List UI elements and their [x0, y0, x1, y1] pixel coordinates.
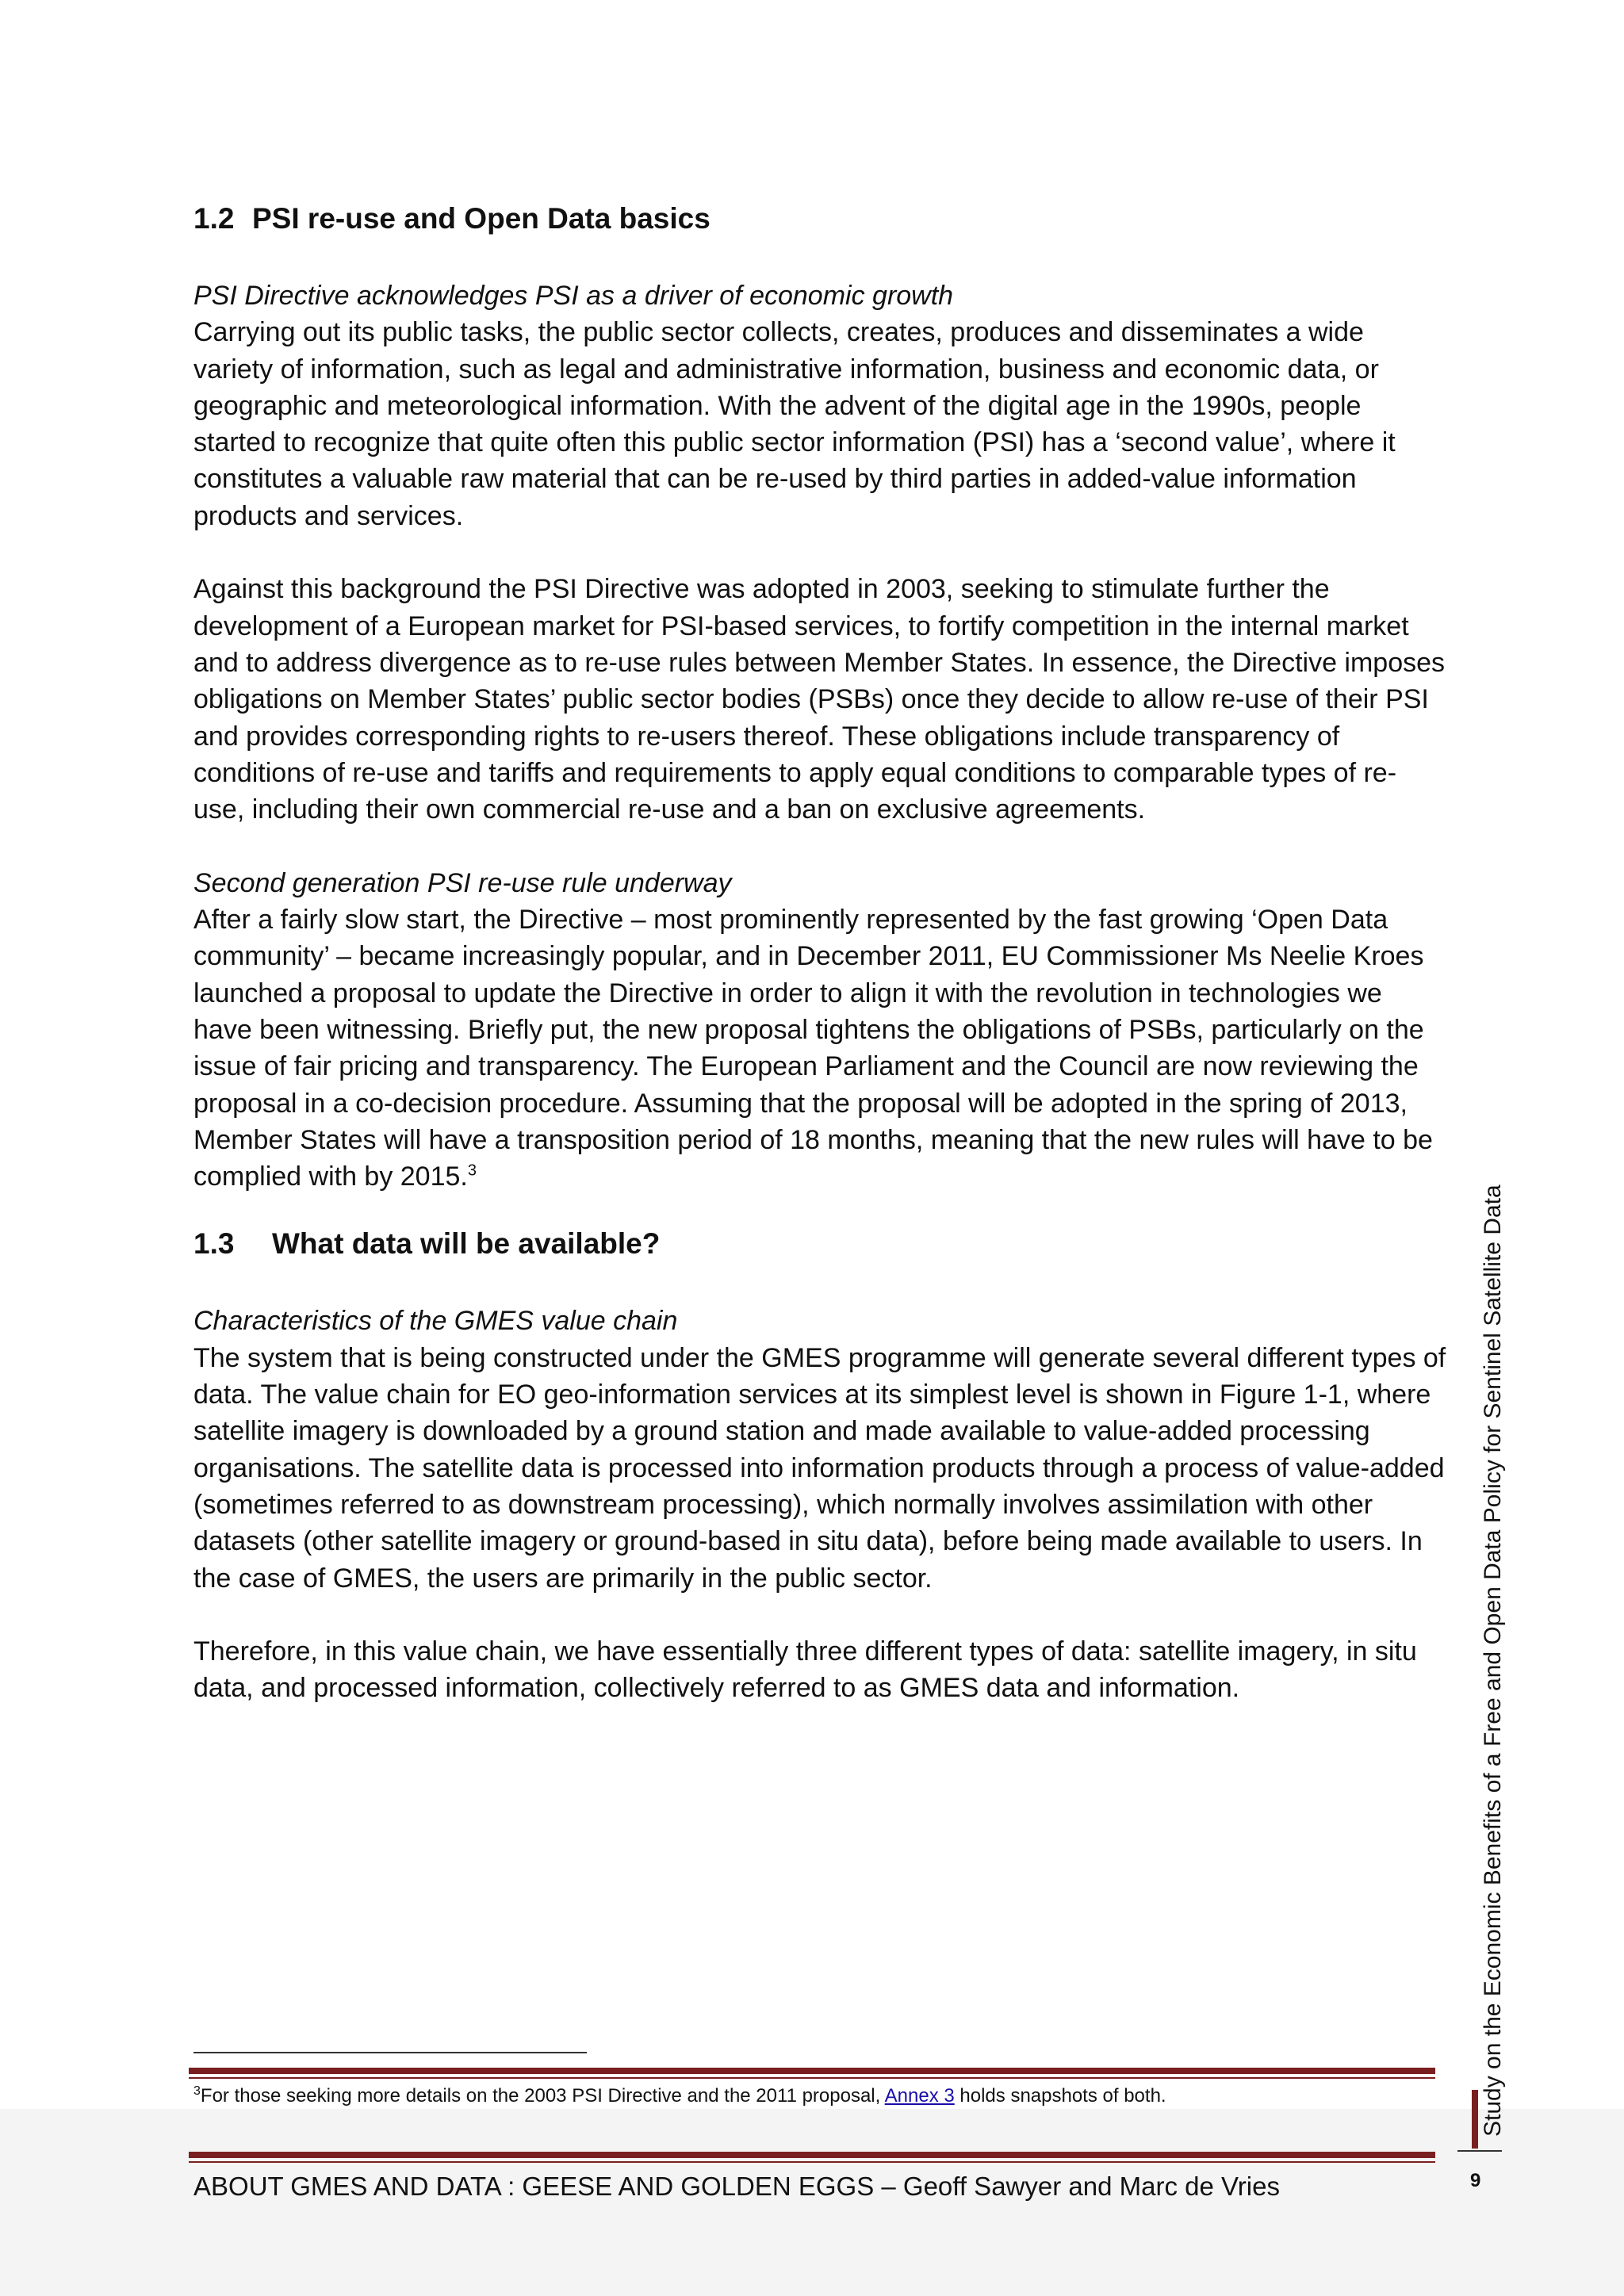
paragraph-psi-directive-2003: Against this background the PSI Directive was adopted in 2003, seeking to stimulate further the development of a European market for PSI-based services, to fortify competition in the internal market and to address divergence as to re-use rules between Member States. In essence, the Directive imposes obligations on Member States’ public sector bodies (PSBs) once they decide to allow re-use of their PSI and provides corresponding rights to re-users thereof. These obligations include transparency of conditions of re-use and tariffs and requirements to apply equal conditions to comparable types of re-use, including their own commercial re-use and a ban on exclusive agreements. — [193, 574, 1446, 825]
page-number: 9 — [1470, 2170, 1481, 2191]
footnote-text-before: For those seeking more details on the 2003 PSI Directive and the 2011 proposal, — [200, 2085, 885, 2107]
page-content — [193, 197, 1446, 1707]
side-accent-bar — [1472, 2090, 1478, 2149]
paragraph-three-data-types: Therefore, in this value chain, we have essentially three different types of data: satellite imagery, in situ data, and processed information, collectively referred to as GMES data and information. — [193, 1636, 1417, 1704]
footer-rule-bottom-thin — [189, 2161, 1435, 2163]
section-title: PSI re-use and Open Data basics — [252, 202, 710, 235]
footnote-reference[interactable]: 3 — [467, 1161, 477, 1180]
subheading-psi-directive: PSI Directive acknowledges PSI as a driver of economic growth — [193, 281, 954, 311]
paragraph-second-generation — [193, 901, 1446, 1195]
paragraph-second-generation-text: After a fairly slow start, the Directive – most prominently represented by the fast growing ‘Open Data community’ – became increasingly popular, and in December 2011, EU Commissioner Ms Neelie Kroes launched a proposal to update the Directive in order to align it with the revolution in technologies we have been witnessing. Briefly put, the new proposal tightens the obligations of PSBs, particularly on the issue of fair pricing and transparency. The European Parliament and the Council are now reviewing the proposal in a co-decision procedure. Assuming that the proposal will be adopted in the spring of 2013, Member States will have a transposition period of 18 months, meaning that the new rules will have to be complied with by 2015. — [193, 905, 1433, 1192]
section-number: 1.2 — [193, 202, 235, 235]
subheading-second-generation: Second generation PSI re-use rule underway — [193, 867, 732, 898]
side-running-title: Study on the Economic Benefits of a Free and Open Data Policy for Sentinel Satellite Data — [1480, 1184, 1506, 2137]
footer-rule-bottom-thick — [189, 2152, 1435, 2158]
section-heading-1-2 — [193, 197, 1446, 241]
footnote-text-after: holds snapshots of both. — [954, 2085, 1166, 2107]
footer-rule-top-thick — [189, 2068, 1435, 2074]
annex-3-link[interactable]: Annex 3 — [884, 2085, 955, 2107]
paragraph-psi-intro: Carrying out its public tasks, the public sector collects, creates, produces and disseminates a wide variety of information, such as legal and administrative information, business and economic data, or geographic and meteorological information. With the advent of the digital age in the 1990s, people started to recognize that quite often this public sector information (PSI) has a ‘second value’, where it constitutes a valuable raw material that can be re-used by third parties in added-value information products and services. — [193, 317, 1396, 531]
paragraph-gmes-value-chain: The system that is being constructed under the GMES programme will generate several different types of data. The value chain for EO geo-information services at its simplest level is shown in Figure 1-1, where satellite imagery is downloaded by a ground station and made available to value-added processing organisations. The satellite data is processed into information products through a process of value-added (sometimes referred to as downstream processing), which normally involves assimilation with other datasets (other satellite imagery or ground-based in situ data), before being made available to users. In the case of GMES, the users are primarily in the public sector. — [193, 1342, 1446, 1594]
footnote — [193, 2080, 1166, 2112]
footnote-separator — [193, 2052, 587, 2053]
footer-rule-top-thin — [189, 2077, 1435, 2079]
subheading-gmes-value-chain: Characteristics of the GMES value chain — [193, 1306, 678, 1337]
side-accent-tick — [1457, 2150, 1502, 2152]
section-heading-1-3 — [193, 1222, 1446, 1266]
footnote-marker: 3 — [193, 2084, 201, 2098]
section-title: What data will be available? — [272, 1227, 661, 1261]
running-footer: ABOUT GMES AND DATA : GEESE AND GOLDEN EGGS – Geoff Sawyer and Marc de Vries — [193, 2172, 1280, 2201]
section-number: 1.3 — [193, 1227, 235, 1261]
